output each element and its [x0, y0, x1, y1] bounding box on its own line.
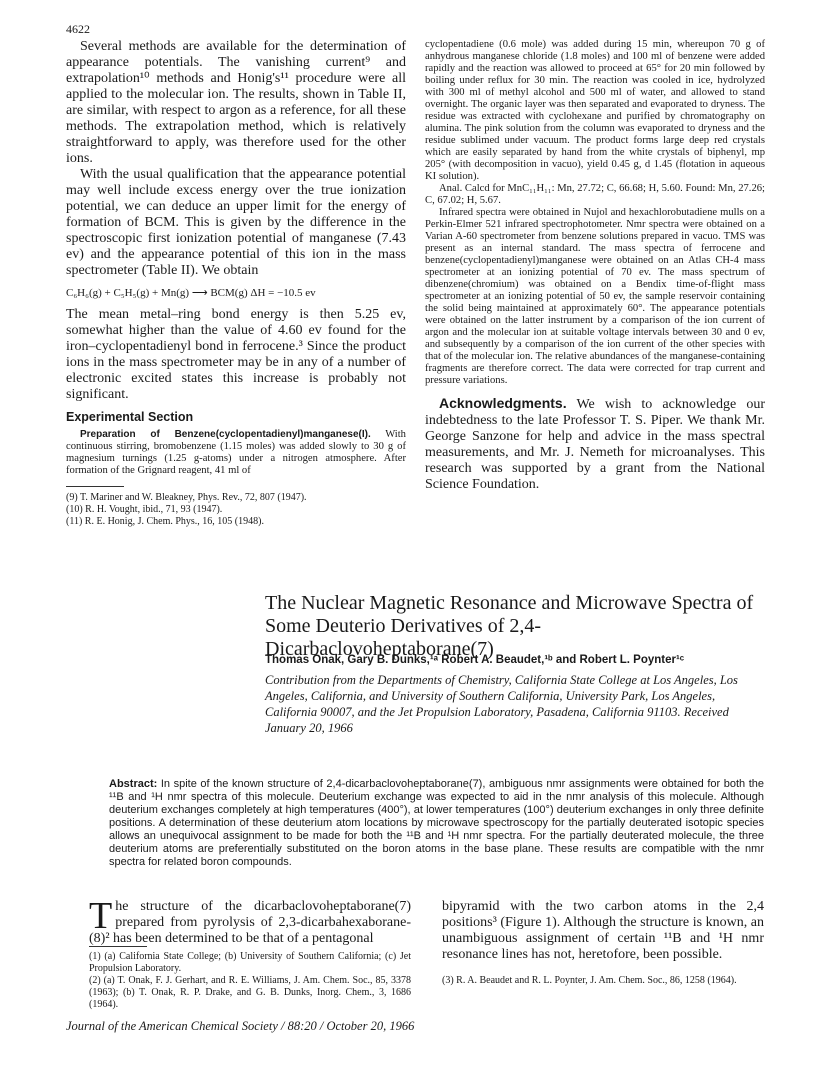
left-footnotes: [66, 492, 406, 528]
paragraph: [66, 429, 406, 477]
body-left-footnotes: [89, 951, 411, 1011]
footnote-rule: [66, 486, 124, 487]
footnote: (10) R. H. Vought, ibid., 71, 93 (1947).: [66, 504, 223, 515]
paragraph: Anal. Calcd for MnC₁₁H₁₁: Mn, 27.72; C, 66.68; H, 5.60. Found: Mn, 27.26; C, 67.02; H, 5.67.: [425, 183, 765, 206]
article-affiliation: Contribution from the Departments of Chemistry, California State College at Los Angeles, Los Angeles, California, and University of Southern California, University Park, Los Angeles, California 90007, and the Jet Propulsion Laboratory, Pasadena, California 91103. Received January 20, 1966: [265, 673, 738, 735]
page-number: 4622: [66, 22, 90, 36]
paragraph: The mean metal–ring bond energy is then 5.25 ev, somewhat higher than the value of 4.60 ev found for the iron–cyclopentadienyl bond in ferrocene.³ Since the product ions in the mass spectrometer may be in any of a number of electronic excited states this increase is probably not significant.: [66, 307, 406, 402]
acknowledgments-text: We wish to acknowledge our indebtedness to the late Professor T. S. Piper. We thank Mr. George Sanzone for help and advice in the mass spectral measurements, and Mr. J. Nemeth for microanalyses. This research was supported by a grant from the National Science Foundation.: [425, 397, 766, 492]
section-heading: Experimental Section: [66, 410, 194, 424]
footnote: (11) R. E. Honig, J. Chem. Phys., 16, 105 (1948).: [66, 516, 264, 527]
footnote: (3) R. A. Beaudet and R. L. Poynter, J. Am. Chem. Soc., 86, 1258 (1964).: [442, 975, 737, 986]
article-title: The Nuclear Magnetic Resonance and Microwave Spectra of Some Deuterio Derivatives of 2,4-Dicarbaclovoheptaborane(7): [265, 592, 754, 660]
body-left: [89, 895, 411, 947]
acknowledgments-heading: Acknowledgments.: [439, 395, 567, 411]
equation: C₆H₆(g) + C₅H₅(g) + Mn(g) ⟶ BCM(g) ΔH = −10.5 ev: [66, 287, 316, 299]
subsection-title: Preparation of Benzene(cyclopentadienyl)manganese(I).: [80, 429, 371, 440]
body-text: bipyramid with the two carbon atoms in the 2,4 positions³ (Figure 1). Although the structure is known, an unambiguous assignment of certain ¹¹B and ¹H nmr resonance lines has not, heretofore, been possible.: [442, 899, 764, 962]
footnote: (9) T. Mariner and W. Bleakney, Phys. Rev., 72, 807 (1947).: [66, 492, 307, 503]
right-column: [425, 39, 765, 493]
abstract-label: Abstract:: [109, 778, 158, 790]
footnote: (1) (a) California State College; (b) University of Southern California; (c) Jet Propulsion Laboratory.: [89, 951, 411, 974]
footnote-rule: [89, 946, 147, 947]
journal-footer: Journal of the American Chemical Society / 88:20 / October 20, 1966: [66, 1019, 415, 1033]
body-right: [442, 899, 764, 963]
drop-cap: T: [89, 895, 113, 937]
article-authors: Thomas Onak, Gary B. Dunks,¹ᵃ Robert A. Beaudet,¹ᵇ and Robert L. Poynter¹ᶜ: [265, 654, 685, 666]
prep-text: With continuous stirring, bromobenzene (1.15 moles) was added slowly to 30 g of magnesium turnings (1.25 g-atoms) under a nitrogen atmosphere. After formation of the Grignard reagent, 41 ml of: [66, 429, 406, 476]
footnote: (2) (a) T. Onak, F. J. Gerhart, and R. E. Williams, J. Am. Chem. Soc., 85, 3378 (1963); (b) T. Onak, R. P. Drake, and G. B. Dunks, Inorg. Chem., 3, 1686 (1964).: [89, 975, 411, 1010]
paragraph: Several methods are available for the determination of appearance potentials. The vanishing current⁹ and extrapolation¹⁰ methods and Honig's¹¹ procedure were all applied to the molecular ion. The results, shown in Table II, are similar, with respect to argon as a reference, for all these methods. The extrapolation method, which is relatively straightforward to apply, was therefore used for the other ions.: [66, 39, 406, 166]
body-text: he structure of the dicarbaclovoheptaborane(7) prepared from pyrolysis of 2,3-dicarbahexaborane-(8)² has been determined to be that of a pentagonal: [89, 899, 411, 946]
left-column: [66, 39, 406, 477]
paragraph: With the usual qualification that the appearance potential may well include excess energy over the true ionization potential, we can deduce an upper limit for the energy of formation of BCM. This is given by the difference in the spectroscopic first ionization potential of manganese (7.43 ev) and the appearance potential of this ion in the mass spectrometer (Table II). We obtain: [66, 167, 406, 278]
body-right-footnotes: [442, 975, 764, 987]
paragraph: [425, 395, 765, 493]
abstract: [109, 778, 764, 869]
paragraph: Infrared spectra were obtained in Nujol and hexachlorobutadiene mulls on a Perkin-Elmer 521 infrared spectrophotometer. Nmr spectra were obtained on a Varian A-60 spectrometer from benzene solutions prepared in vacuo. TMS was present as an internal standard. The mass spectra of ferrocene and benzene(cyclopentadienyl)manganese were obtained on an Atlas CH-4 mass spectrometer at an ionizing potential of 70 ev. The mass spectrum of dibenzene(chromium) was obtained on a Bendix time-of-flight mass spectrometer at an ionizing potential of 50 ev, the sample reservoir containing the solid being maintained at approximately 60°. The appearance potentials were obtained on the latter instrument by a comparison of the ion current of argon and the molecular ion at suitable voltage intervals between 30 and 0 ev, and subsequently by a comparison of the ion current of the other species with that of the molecular ion. The relative abundances of the manganese-containing fragments are therefore correct. The data were corrected for trap current and pressure variations.: [425, 207, 765, 386]
abstract-text: In spite of the known structure of 2,4-dicarbaclovoheptaborane(7), ambiguous nmr assignments were obtained for both the ¹¹B and ¹H nmr spectra of this molecule. Deuterium exchange was expected to aid in the nmr analysis of this molecule. Although deuterium exchanges completely at high temperatures (400°), at lower temperatures (100°) deuterium exchanges in only three definite positions. A determination of these deuterium atom locations by microwave spectroscopy for the partially deuterated isotopic species allows an unequivocal assignment to be made for both the ¹¹B and ¹H nmr spectra. For the partially deuterated molecule, the three deuterium atoms are preferentially substituted on the boron atoms in the base plane. These results are compatible with the nmr spectra for related boron compounds.: [109, 778, 764, 868]
paragraph: cyclopentadiene (0.6 mole) was added during 15 min, whereupon 70 g of anhydrous manganese chloride (1.8 moles) and 100 ml of benzene were added rapidly and the reaction was allowed to proceed at 65° for 20 min followed by boiling under reflux for 30 min. The reaction was cooled in ice, hydrolyzed with 300 ml of methyl alcohol and 500 ml of water, and allowed to stand overnight. The organic layer was then separated and evaporated to dryness. The residue was extracted with cyclohexane and purified by chromatography on alumina. The pink solution from the column was evaporated to dryness and the residue sublimed under vacuum. The product forms large deep red crystals which are easily separated by hand from the white crystals of biphenyl, mp 205° (with decomposition in vacuo), yield 0.45 g, d 1.45 (flotation in aqueous KI solution).: [425, 39, 765, 182]
